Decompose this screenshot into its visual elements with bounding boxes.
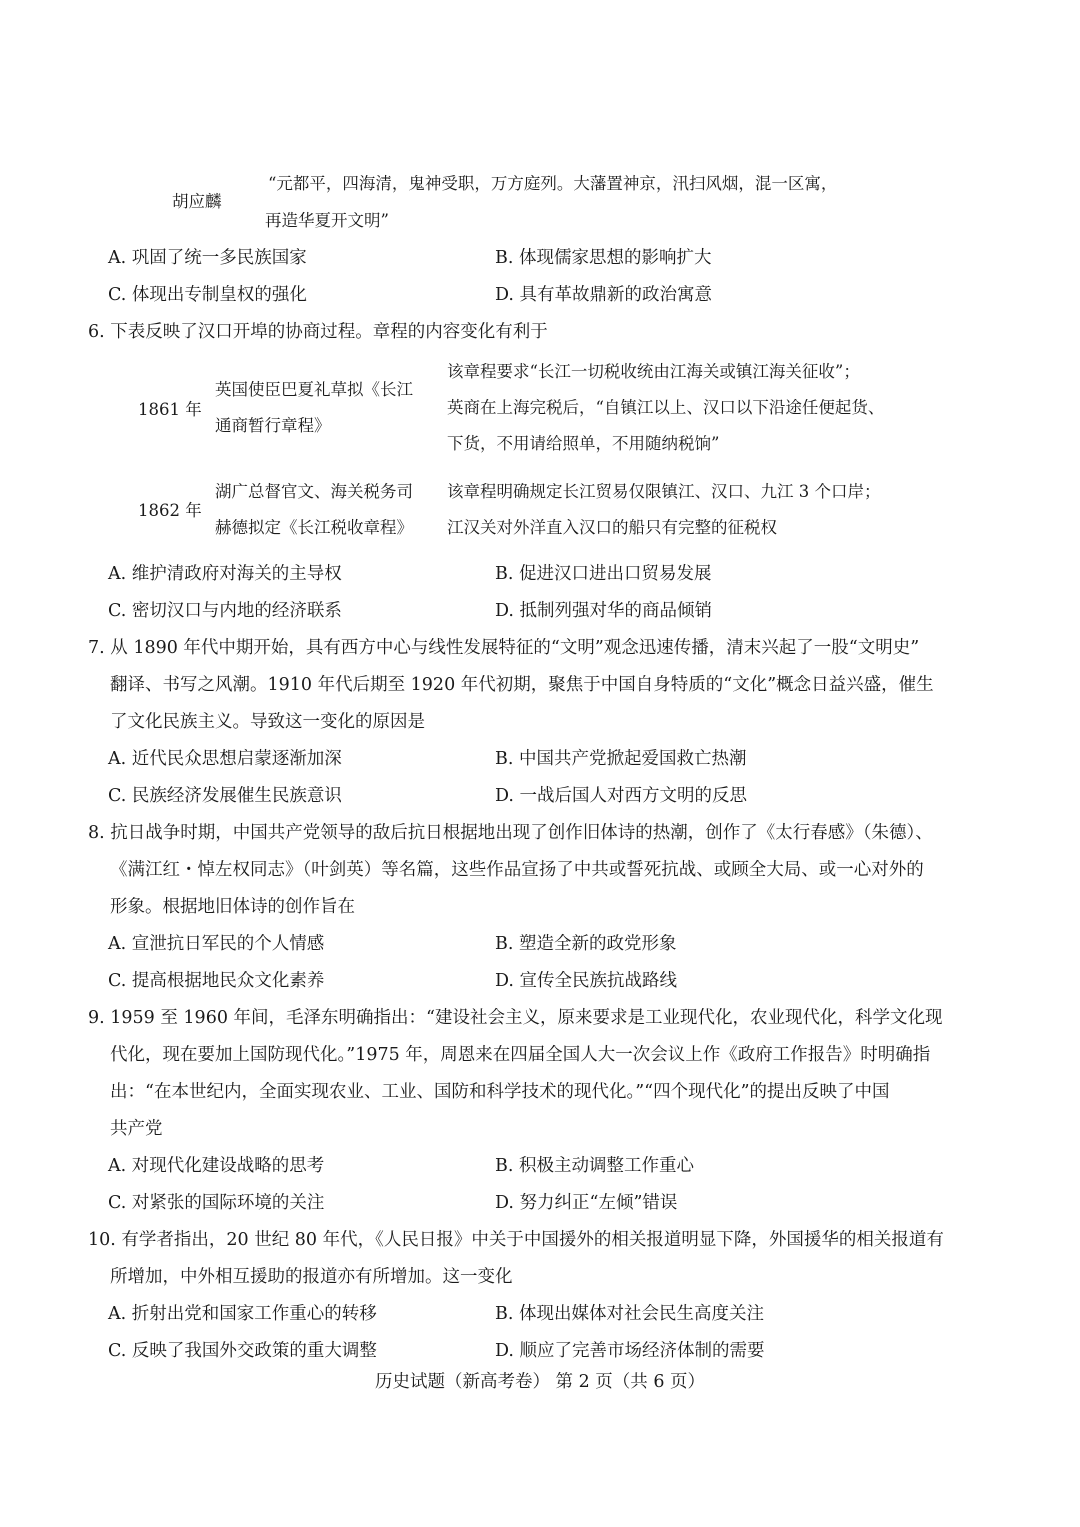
q6-row2-who-line1: 湖广总督官文、海关税务司 [215,482,413,501]
q6-row2-content-line2: 江汉关对外洋直入汉口的船只有完整的征税权 [447,518,777,537]
q9-line1: 9. 1959 至 1960 年间，毛泽东明确指出：“建设社会主义，原来要求是工业现代化，农业现代化，科学文化现 [88,1008,943,1028]
q6-option-c: C. 密切汉口与内地的经济联系 [108,601,342,621]
q8-option-d: D. 宣传全民族抗战路线 [495,971,678,991]
q10-line2: 所增加，中外相互援助的报道亦有所增加。这一变化 [110,1267,513,1287]
q8-line3: 形象。根据地旧体诗的创作旨在 [110,897,355,917]
q5-quote-person: 胡应麟 [172,192,222,211]
q6-row1-content-line1: 该章程要求“长江一切税收统由江海关或镇江海关征收”； [447,362,860,381]
q7-option-b: B. 中国共产党掀起爱国救亡热潮 [495,749,747,769]
q10-option-c: C. 反映了我国外交政策的重大调整 [108,1341,377,1361]
q10-option-b: B. 体现出媒体对社会民生高度关注 [495,1304,764,1324]
q8-option-b: B. 塑造全新的政党形象 [495,934,677,954]
q9-option-d: D. 努力纠正“左倾”错误 [495,1193,678,1213]
q9-line2: 代化，现在要加上国防现代化。”1975 年，周恩来在四届全国人大一次会议上作《政府工作报告》时明确指 [110,1045,931,1065]
q10-option-a: A. 折射出党和国家工作重心的转移 [108,1304,377,1324]
q6-option-a: A. 维护清政府对海关的主导权 [108,564,342,584]
q5-quote-line1: “元都平，四海清，鬼神受职，万方庭列。大藩置神京，汛扫风烟，混一区寓， [268,174,838,193]
q8-option-c: C. 提高根据地民众文化素养 [108,971,325,991]
q10-option-d: D. 顺应了完善市场经济体制的需要 [495,1341,765,1361]
q9-option-c: C. 对紧张的国际环境的关注 [108,1193,325,1213]
q5-quote-line2: 再造华夏开文明” [265,211,389,230]
q6-row2-who-line2: 赫德拟定《长江税收章程》 [215,518,413,537]
q7-line1: 7. 从 1890 年代中期开始，具有西方中心与线性发展特征的“文明”观念迅速传播，清末兴起了一股“文明史” [88,638,920,658]
q6-row2-year: 1862 年 [138,501,202,520]
q8-line1: 8. 抗日战争时期，中国共产党领导的敌后抗日根据地出现了创作旧体诗的热潮，创作了《太行春感》（朱德）、 [88,823,933,843]
q6-stem: 6. 下表反映了汉口开埠的协商过程。章程的内容变化有利于 [88,322,548,342]
q6-row1-content-line2: 英商在上海完税后，“自镇江以上、汉口以下沿途任便起货、 [447,398,885,417]
q8-option-a: A. 宣泄抗日军民的个人情感 [108,934,325,954]
page-footer: 历史试题（新高考卷） 第 2 页（共 6 页） [374,1372,706,1392]
q5-option-d: D. 具有革故鼎新的政治寓意 [495,285,713,305]
q7-option-a: A. 近代民众思想启蒙逐渐加深 [108,749,342,769]
q6-row1-year: 1861 年 [138,400,202,419]
q6-option-d: D. 抵制列强对华的商品倾销 [495,601,713,621]
q6-row2-content-line1: 该章程明确规定长江贸易仅限镇江、汉口、九江 3 个口岸； [447,482,881,501]
q9-line4: 共产党 [110,1119,163,1139]
q9-option-a: A. 对现代化建设战略的思考 [108,1156,325,1176]
q7-line3: 了文化民族主义。导致这一变化的原因是 [110,712,425,732]
q9-option-b: B. 积极主动调整工作重心 [495,1156,694,1176]
q6-row1-who-line1: 英国使臣巴夏礼草拟《长江 [215,380,413,399]
q8-line2: 《满江红・悼左权同志》（叶剑英）等名篇，这些作品宣扬了中共或誓死抗战、或顾全大局、或一心对外的 [110,860,924,880]
q7-line2: 翻译、书写之风潮。1910 年代后期至 1920 年代初期，聚焦于中国自身特质的“文化”概念日益兴盛，催生 [110,675,934,695]
q6-option-b: B. 促进汉口进出口贸易发展 [495,564,712,584]
q10-line1: 10. 有学者指出，20 世纪 80 年代，《人民日报》中关于中国援外的相关报道明显下降，外国援华的相关报道有 [88,1230,944,1250]
q5-option-b: B. 体现儒家思想的影响扩大 [495,248,712,268]
q7-option-d: D. 一战后国人对西方文明的反思 [495,786,748,806]
q7-option-c: C. 民族经济发展催生民族意识 [108,786,342,806]
q5-option-a: A. 巩固了统一多民族国家 [108,248,307,268]
q6-row1-who-line2: 通商暂行章程》 [215,416,331,435]
q6-row1-content-line3: 下货，不用请给照单，不用随纳税饷” [447,434,720,453]
q9-line3: 出：“在本世纪内，全面实现农业、工业、国防和科学技术的现代化。”“四个现代化”的提出反映了中国 [110,1082,890,1102]
q5-option-c: C. 体现出专制皇权的强化 [108,285,307,305]
